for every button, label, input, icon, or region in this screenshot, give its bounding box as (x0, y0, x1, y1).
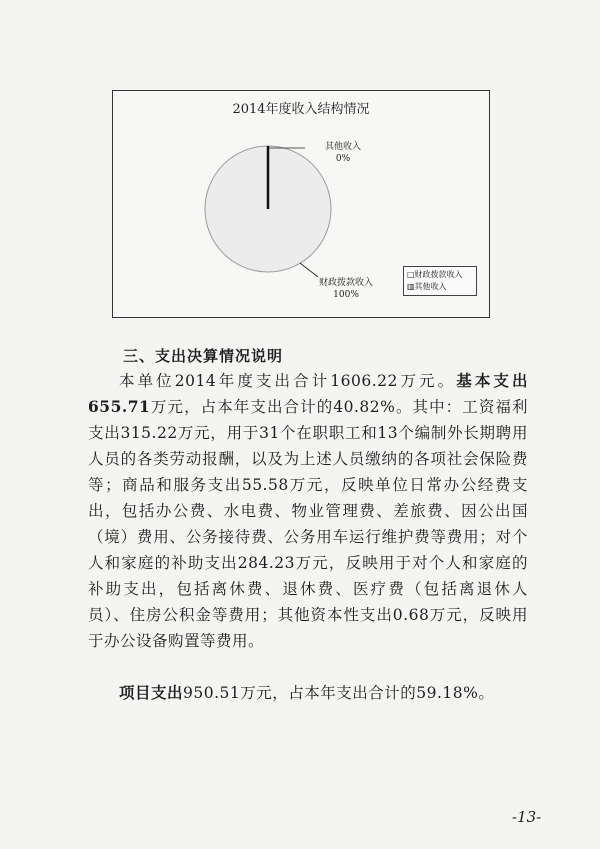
basic-expenditure-detail: 万元，占本年支出合计的40.82%。其中：工资福利支出315.22万元，用于31个在职职工和13个编制外长期聘用人员的各类劳动报酬，以及为上述人员缴纳的各项社会保险费等；商品和服务支出55.58万元，反映单位日常办公经费支出，包括办公费、水电费、物业管理费、差旅费、因公出国（境）费用、公务接待费、公务用车运行维护费等费用；对个人和家庭的补助支出284.23万元，反映用于对个人和家庭的补助支出，包括离休费、退休费、医疗费（包括离退休人员）、住房公积金等费用；其他资本性支出0.68万元，反映用于办公设备购置等费用。 (88, 398, 528, 650)
total-expenditure-text: 本单位2014年度支出合计1606.22万元。 (119, 372, 457, 390)
chart-legend (403, 266, 477, 296)
legend-item-other (407, 281, 473, 293)
legend-item-fiscal (407, 269, 473, 281)
label-fiscal (319, 277, 373, 301)
legend-other-text: ▥其他收入 (407, 282, 447, 291)
label-other-name: 其他收入 (325, 142, 362, 152)
page-number: -13- (512, 808, 542, 826)
label-other (325, 141, 361, 165)
expenditure-paragraph (88, 368, 528, 654)
label-fiscal-name: 财政拨款收入 (319, 278, 374, 288)
label-fiscal-pct: 100% (333, 290, 359, 300)
section-heading: 三、支出决算情况说明 (123, 347, 284, 365)
chart-title: 2014年度收入结构情况 (232, 102, 370, 117)
basic-expenditure-bold: 基本支出655.71 (88, 371, 528, 416)
project-expenditure-bold: 项目支出 (119, 683, 184, 702)
project-expenditure-detail: 950.51万元，占本年支出合计的59.18%。 (183, 684, 495, 702)
legend-fiscal-text: □财政拨款收入 (407, 270, 463, 279)
label-other-pct: 0% (335, 154, 351, 164)
leader-line-fiscal (300, 263, 318, 277)
income-structure-chart (112, 90, 490, 318)
project-expenditure-paragraph (88, 680, 528, 706)
